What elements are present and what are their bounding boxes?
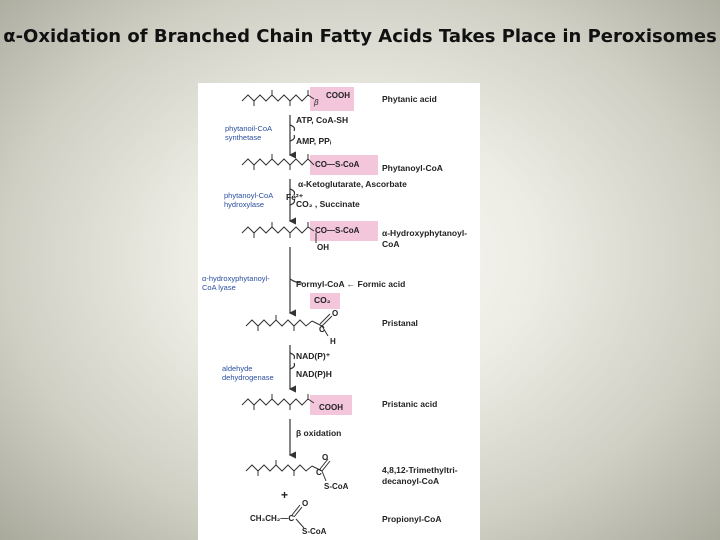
- group-coscoa-2: CO—S-CoA: [315, 226, 360, 235]
- group-o-2: O: [322, 453, 329, 462]
- propionyl-formula: CH₃CH₂—C: [250, 514, 295, 523]
- compound-propionyl-coa: Propionyl-CoA: [382, 514, 442, 524]
- enzyme-synthetase: [225, 124, 272, 142]
- chain-trimethyl: [246, 465, 312, 471]
- compound-pristanic-acid: Pristanic acid: [382, 399, 438, 409]
- enzyme-lyase-l2: CoA lyase: [202, 283, 236, 292]
- group-c-1: C: [319, 325, 325, 334]
- compound-alpha-hydroxy-l1: α-Hydroxyphytanoyl-: [382, 228, 468, 238]
- reagent-beta-oxidation: β oxidation: [296, 428, 342, 438]
- compound-phytanoyl-coa: Phytanoyl-CoA: [382, 163, 443, 173]
- compound-trimethyltridecanoyl-coa: [382, 465, 458, 487]
- enzyme-lyase: [202, 274, 270, 292]
- compound-trimethyl-l1: 4,8,12-Trimethyltri-: [382, 465, 458, 475]
- reagent-fe: Fe²⁺: [286, 192, 304, 202]
- enzyme-dehydrogenase: [222, 364, 274, 382]
- compound-alpha-hydroxyphytanoyl-coa: [382, 228, 467, 250]
- plus-sign: +: [281, 488, 289, 502]
- reagent-atp: ATP, CoA-SH: [296, 115, 349, 125]
- beta-marker: β: [314, 98, 319, 107]
- group-cooh-1: COOH: [326, 91, 350, 100]
- side-arrow-4: [290, 353, 295, 369]
- chain-pristanic-acid: [242, 399, 314, 405]
- compound-pristanal: Pristanal: [382, 318, 418, 328]
- chain-hydroxyphytanoyl: [242, 227, 314, 233]
- enzyme-dehydrogenase-l2: dehydrogenase: [222, 373, 274, 382]
- reagent-co2: CO₂: [314, 295, 331, 305]
- methyl-branches-4: [258, 315, 294, 331]
- enzyme-synthetase-l2: synthetase: [225, 133, 262, 142]
- reagent-ketoglutarate: α-Ketoglutarate, Ascorbate: [298, 179, 407, 189]
- enzyme-hydroxylase-l2: hydroxylase: [224, 200, 265, 209]
- side-arrow-1: [290, 125, 295, 141]
- slide-title: α-Oxidation of Branched Chain Fatty Acids Takes Place in Peroxisomes: [3, 26, 717, 47]
- group-o-3: O: [302, 499, 309, 508]
- reagent-nadph: NAD(P)H: [296, 369, 332, 379]
- chain-phytanoyl-coa: [242, 159, 314, 165]
- group-h-1: H: [330, 337, 336, 346]
- compound-alpha-hydroxy-l2: CoA: [382, 239, 400, 249]
- reagent-nadp-plus: NAD(P)⁺: [296, 351, 331, 361]
- reagent-amp: AMP, PPᵢ: [296, 136, 332, 146]
- group-o-1: O: [332, 309, 339, 318]
- group-s-coa-2: S-CoA: [302, 527, 327, 536]
- methyl-branches-6: [258, 460, 294, 476]
- group-coscoa-1: CO—S-CoA: [315, 160, 360, 169]
- pathway-diagram: [198, 83, 480, 540]
- chain-pristanal: [246, 320, 312, 326]
- reagent-formyl: Formyl-CoA ← Formic acid: [296, 279, 406, 289]
- group-s-coa-1: S-CoA: [324, 482, 349, 491]
- group-oh: OH: [317, 243, 329, 252]
- group-cooh-2: COOH: [319, 403, 343, 412]
- enzyme-hydroxylase: [224, 191, 273, 209]
- enzyme-lyase-l1: α-hydroxyphytanoyl-: [202, 274, 270, 283]
- enzyme-hydroxylase-l1: phytanoyl-CoA: [224, 191, 274, 200]
- carbon-chains: [242, 90, 332, 528]
- enzyme-dehydrogenase-l1: aldehyde: [222, 364, 253, 373]
- reagent-co2-succinate: CO₂ , Succinate: [296, 199, 360, 209]
- group-c-2: C: [316, 468, 322, 477]
- enzyme-synthetase-l1: phytanoil-CoA: [225, 124, 273, 133]
- compound-phytanic-acid: Phytanic acid: [382, 94, 437, 104]
- compound-trimethyl-l2: decanoyl-CoA: [382, 476, 440, 486]
- chain-phytanic-acid: [242, 95, 314, 101]
